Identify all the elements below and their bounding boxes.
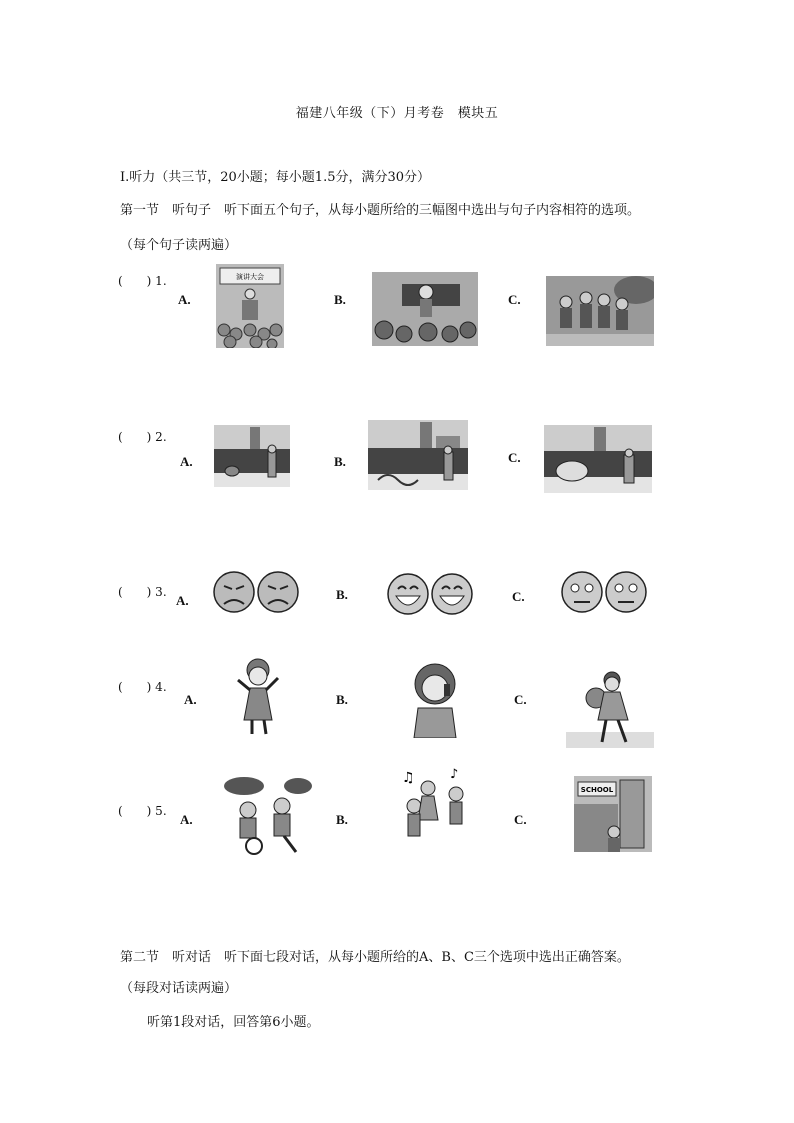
svg-text:♪: ♪ (450, 767, 459, 782)
section1-note: （每个句子读两遍） (120, 238, 238, 253)
q2-snake-scene-image[interactable] (368, 420, 468, 490)
question-4-option-c[interactable]: C. (514, 692, 527, 707)
q1-sign-text: 演讲大会 (236, 273, 264, 281)
q1-group-outdoors-image[interactable] (546, 276, 654, 346)
q1-speech-contest-image[interactable] (216, 264, 284, 348)
part1-heading: Ⅰ.听力（共三节，20小题；每小题1.5分，满分30分） (120, 170, 431, 185)
dialogue-1-prompt: 听第1段对话，回答第6小题。 (147, 1015, 320, 1030)
section2-note: （每段对话读两遍） (120, 981, 238, 996)
q3-sad-faces-image[interactable] (212, 570, 300, 614)
question-1-option-a[interactable]: A. (178, 292, 191, 307)
question-4-option-a[interactable]: A. (184, 692, 197, 707)
school-sign-text: SCHOOL (580, 786, 614, 794)
q3-happy-faces-image[interactable] (386, 572, 474, 616)
svg-text:♫: ♫ (402, 770, 415, 786)
question-4-number: ( ) 4. (118, 680, 167, 694)
question-3-option-a[interactable]: A. (176, 593, 189, 608)
q4-dancing-girl-image[interactable] (232, 656, 284, 736)
question-2-option-c[interactable]: C. (508, 450, 521, 465)
q3-neutral-faces-image[interactable] (560, 570, 648, 614)
q1-classroom-image[interactable] (372, 272, 478, 346)
question-5-option-a[interactable]: A. (180, 812, 193, 827)
question-1-option-b[interactable]: B. (334, 292, 346, 307)
question-5-option-b[interactable]: B. (336, 812, 348, 827)
section2-instruction: 第二节 听对话 听下面七段对话，从每小题所给的A、B、C三个选项中选出正确答案。 (120, 950, 630, 965)
question-5-number: ( ) 5. (118, 804, 167, 818)
q4-phone-girl-image[interactable] (408, 660, 462, 738)
q5-school-building-image[interactable] (574, 776, 652, 852)
question-2-option-a[interactable]: A. (180, 454, 193, 469)
question-3-option-c[interactable]: C. (512, 589, 525, 604)
question-3-number: ( ) 3. (118, 585, 167, 599)
q2-pig-scene-image[interactable] (544, 425, 652, 493)
question-2-number: ( ) 2. (118, 430, 167, 444)
question-2-option-b[interactable]: B. (334, 454, 346, 469)
section1-instruction: 第一节 听句子 听下面五个句子，从每小题所给的三幅图中选出与句子内容相符的选项。 (120, 203, 641, 218)
question-1-option-c[interactable]: C. (508, 292, 521, 307)
question-3-option-b[interactable]: B. (336, 587, 348, 602)
q5-rainy-cloud-image[interactable] (222, 776, 312, 856)
page-title: 福建八年级（下）月考卷 模块五 (295, 106, 499, 121)
question-4-option-b[interactable]: B. (336, 692, 348, 707)
q5-music-dance-image[interactable] (398, 766, 472, 848)
question-1-number: ( ) 1. (118, 274, 167, 288)
q4-basketball-girl-image[interactable] (566, 668, 654, 748)
q2-cat-scene-image[interactable] (214, 425, 290, 487)
question-5-option-c[interactable]: C. (514, 812, 527, 827)
